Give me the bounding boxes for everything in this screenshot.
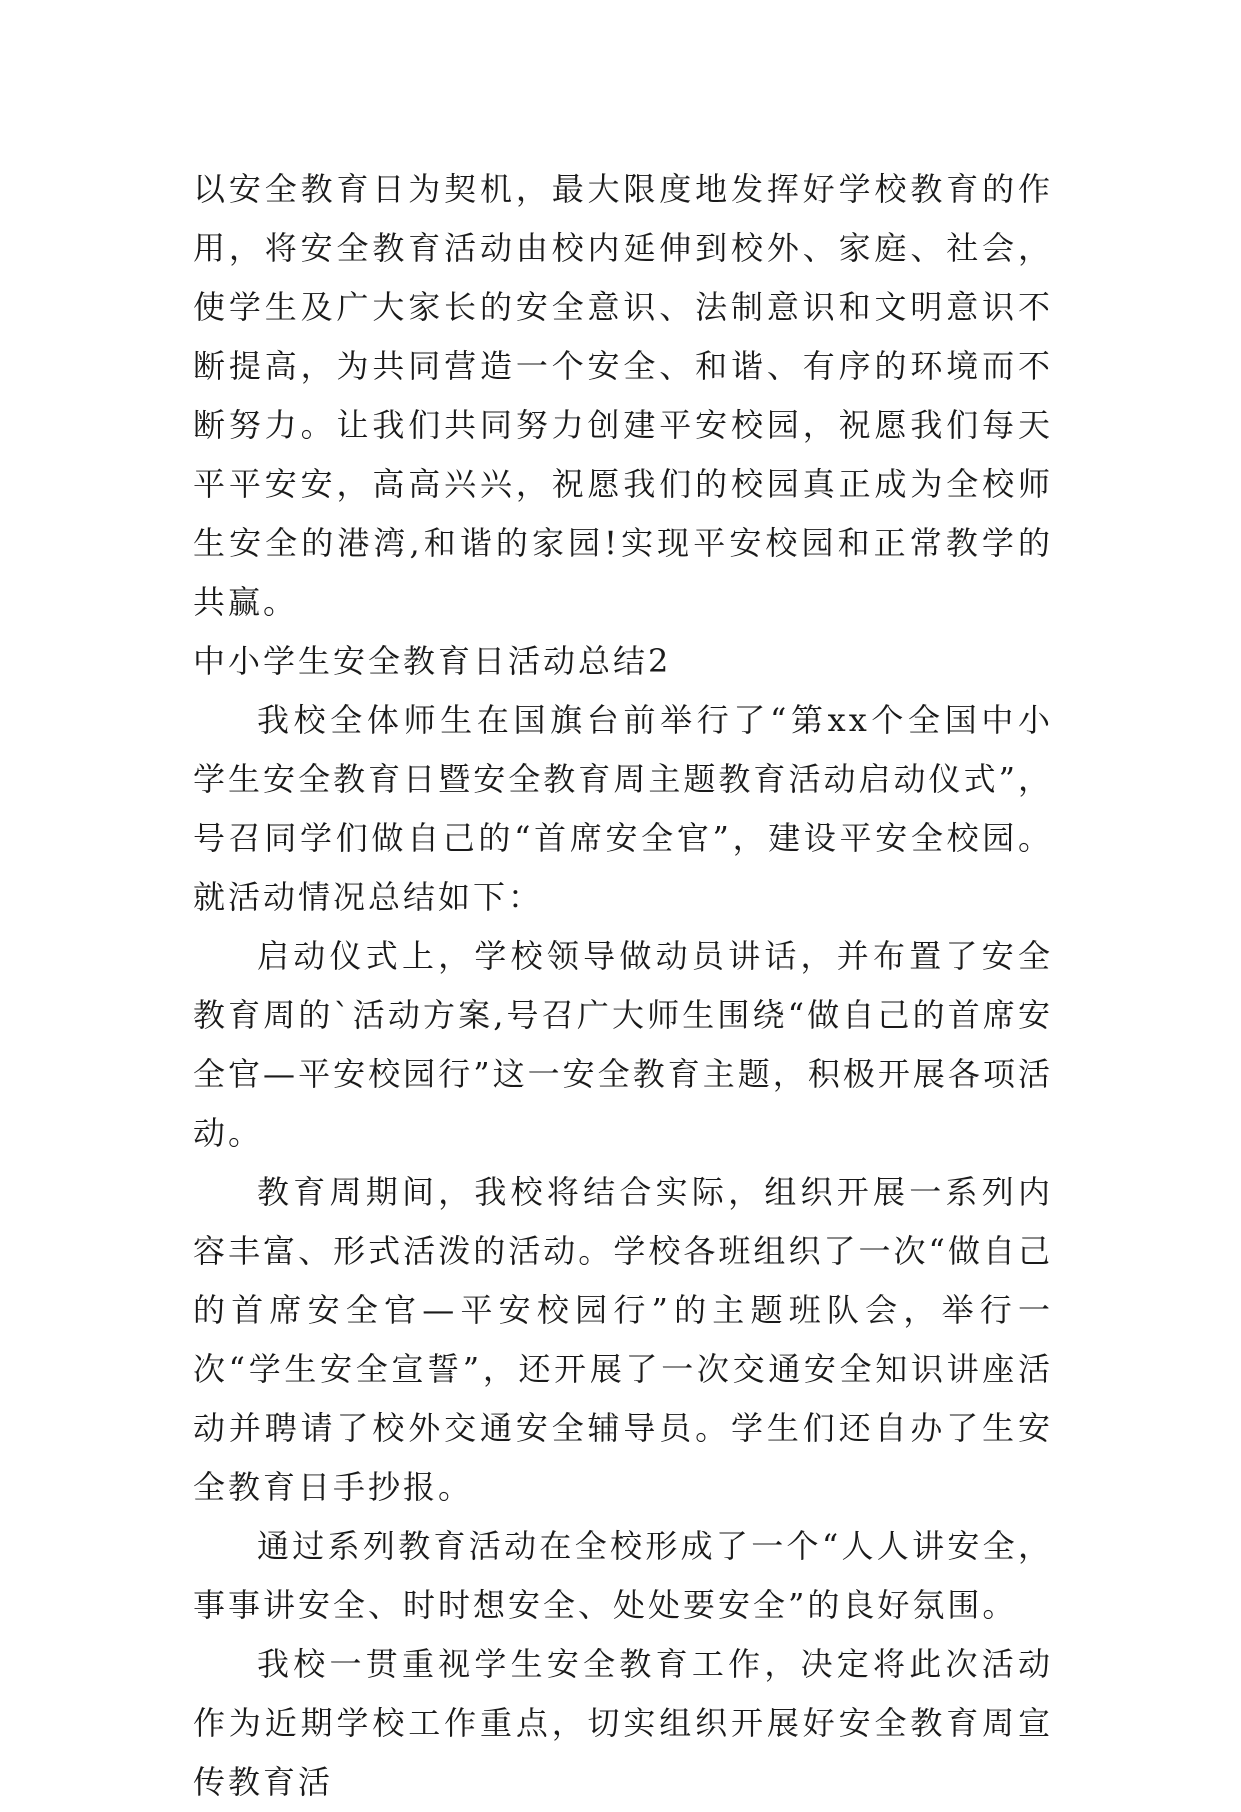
paragraph-school-commitment: 我校一贯重视学生安全教育工作，决定将此次活动作为近期学校工作重点，切实组织开展好安全教育周宣传教育活 — [193, 1645, 1053, 1801]
paragraph-launch-ceremony: 启动仪式上，学校领导做动员讲话，并布置了安全教育周的`活动方案,号召广大师生围绕“做自己的首席安全官—平安校园行”这一安全教育主题，积极开展各项活动。 — [193, 937, 1053, 1152]
section-title: 中小学生安全教育日活动总结2 — [193, 642, 672, 680]
document-body — [193, 160, 1053, 1812]
paragraph-ceremony-intro: 我校全体师生在国旗台前举行了“第xx个全国中小学生安全教育日暨安全教育周主题教育活动启动仪式”，号召同学们做自己的“首席安全官”，建设平安全校园。就活动情况总结如下： — [193, 701, 1053, 916]
paragraph-closing-summary: 以安全教育日为契机，最大限度地发挥好学校教育的作用，将安全教育活动由校内延伸到校外、家庭、社会，使学生及广大家长的安全意识、法制意识和文明意识不断提高，为共同营造一个安全、和谐、有序的环境而不断努力。让我们共同努力创建平安校园，祝愿我们每天平平安安，高高兴兴，祝愿我们的校园真正成为全校师生安全的港湾,和谐的家园!实现平安校园和正常教学的共赢。 — [193, 170, 1053, 621]
paragraph-education-week: 教育周期间，我校将结合实际，组织开展一系列内容丰富、形式活泼的活动。学校各班组织了一次“做自己的首席安全官—平安校园行”的主题班队会，举行一次“学生安全宣誓”，还开展了一次交通安全知识讲座活动并聘请了校外交通安全辅导员。学生们还自办了生安全教育日手抄报。 — [193, 1173, 1053, 1506]
paragraph-atmosphere: 通过系列教育活动在全校形成了一个“人人讲安全，事事讲安全、时时想安全、处处要安全”的良好氛围。 — [193, 1527, 1053, 1624]
